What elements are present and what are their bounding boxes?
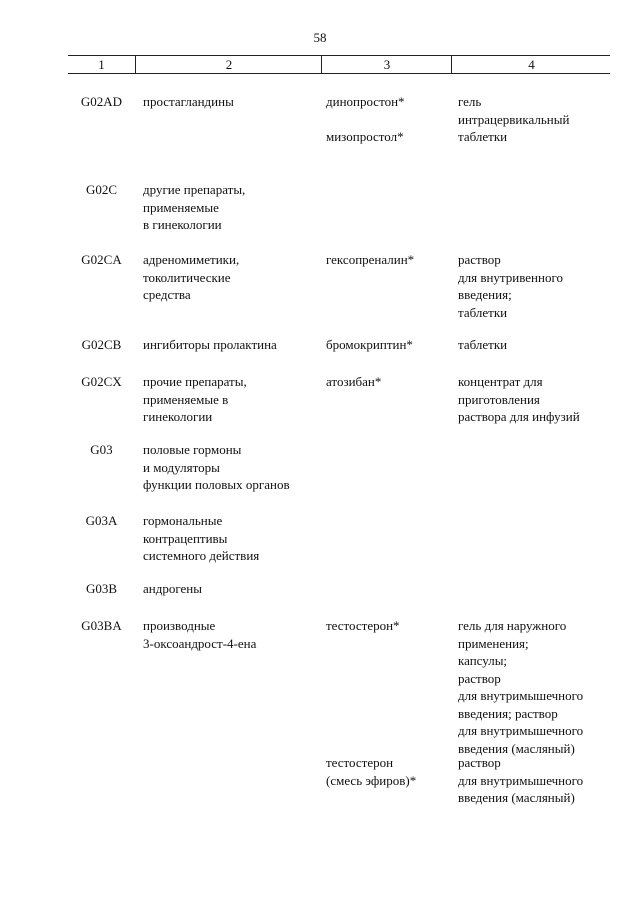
- dosage-form: гель интрацервикальный: [458, 94, 570, 127]
- dosage-form: таблетки: [458, 129, 508, 144]
- group-name: простагландины: [143, 94, 234, 109]
- substance-name: динопростон*: [326, 94, 405, 109]
- dosage-form: концентрат для приготовления раствора для инфузий: [458, 374, 580, 424]
- group-name: гормональные контрацептивы системного действия: [143, 513, 260, 563]
- group-name: адреномиметики, токолитические средства: [143, 252, 240, 302]
- atc-code: G03A: [85, 513, 118, 528]
- dosage-form: гель для наружного применения; капсулы; раствор для внутримышечного введения; раствор для внутримышечного введения (масляный): [458, 618, 584, 756]
- atc-code: G03: [90, 442, 113, 457]
- group-name: ингибиторы пролактина: [143, 337, 277, 352]
- substance-name: атозибан*: [326, 374, 382, 389]
- group-name: прочие препараты, применяемые в гинекологии: [143, 374, 247, 424]
- dosage-form: раствор для внутримышечного введения (масляный): [458, 755, 584, 805]
- atc-code: G02CX: [81, 374, 122, 389]
- dosage-form: раствор для внутривенного введения; таблетки: [458, 252, 563, 320]
- header-col-2: 2: [135, 56, 322, 73]
- table-header: [68, 55, 610, 74]
- group-name: другие препараты, применяемые в гинекологии: [143, 182, 246, 232]
- group-name: половые гормоны и модуляторы функции половых органов: [143, 442, 290, 492]
- atc-code: G02AD: [80, 94, 123, 109]
- substance-name: гексопреналин*: [326, 252, 415, 267]
- substance-name: тестостерон*: [326, 618, 400, 633]
- group-name: производные 3-оксоандрост-4-ена: [143, 618, 257, 651]
- page-number: 58: [313, 30, 327, 45]
- atc-code: G02CB: [81, 337, 122, 352]
- group-name: андрогены: [143, 581, 202, 596]
- atc-code: G03BA: [81, 618, 122, 633]
- atc-code: G02C: [85, 182, 118, 197]
- header-col-1: 1: [98, 57, 105, 72]
- atc-code: G02CA: [81, 252, 122, 267]
- substance-name: тестостерон (смесь эфиров)*: [326, 755, 417, 788]
- atc-code: G03B: [85, 581, 118, 596]
- header-col-3: 3: [321, 56, 452, 73]
- dosage-form: таблетки: [458, 337, 508, 352]
- substance-name: бромокриптин*: [326, 337, 413, 352]
- header-col-4: 4: [451, 56, 611, 73]
- substance-name: мизопростол*: [326, 129, 404, 144]
